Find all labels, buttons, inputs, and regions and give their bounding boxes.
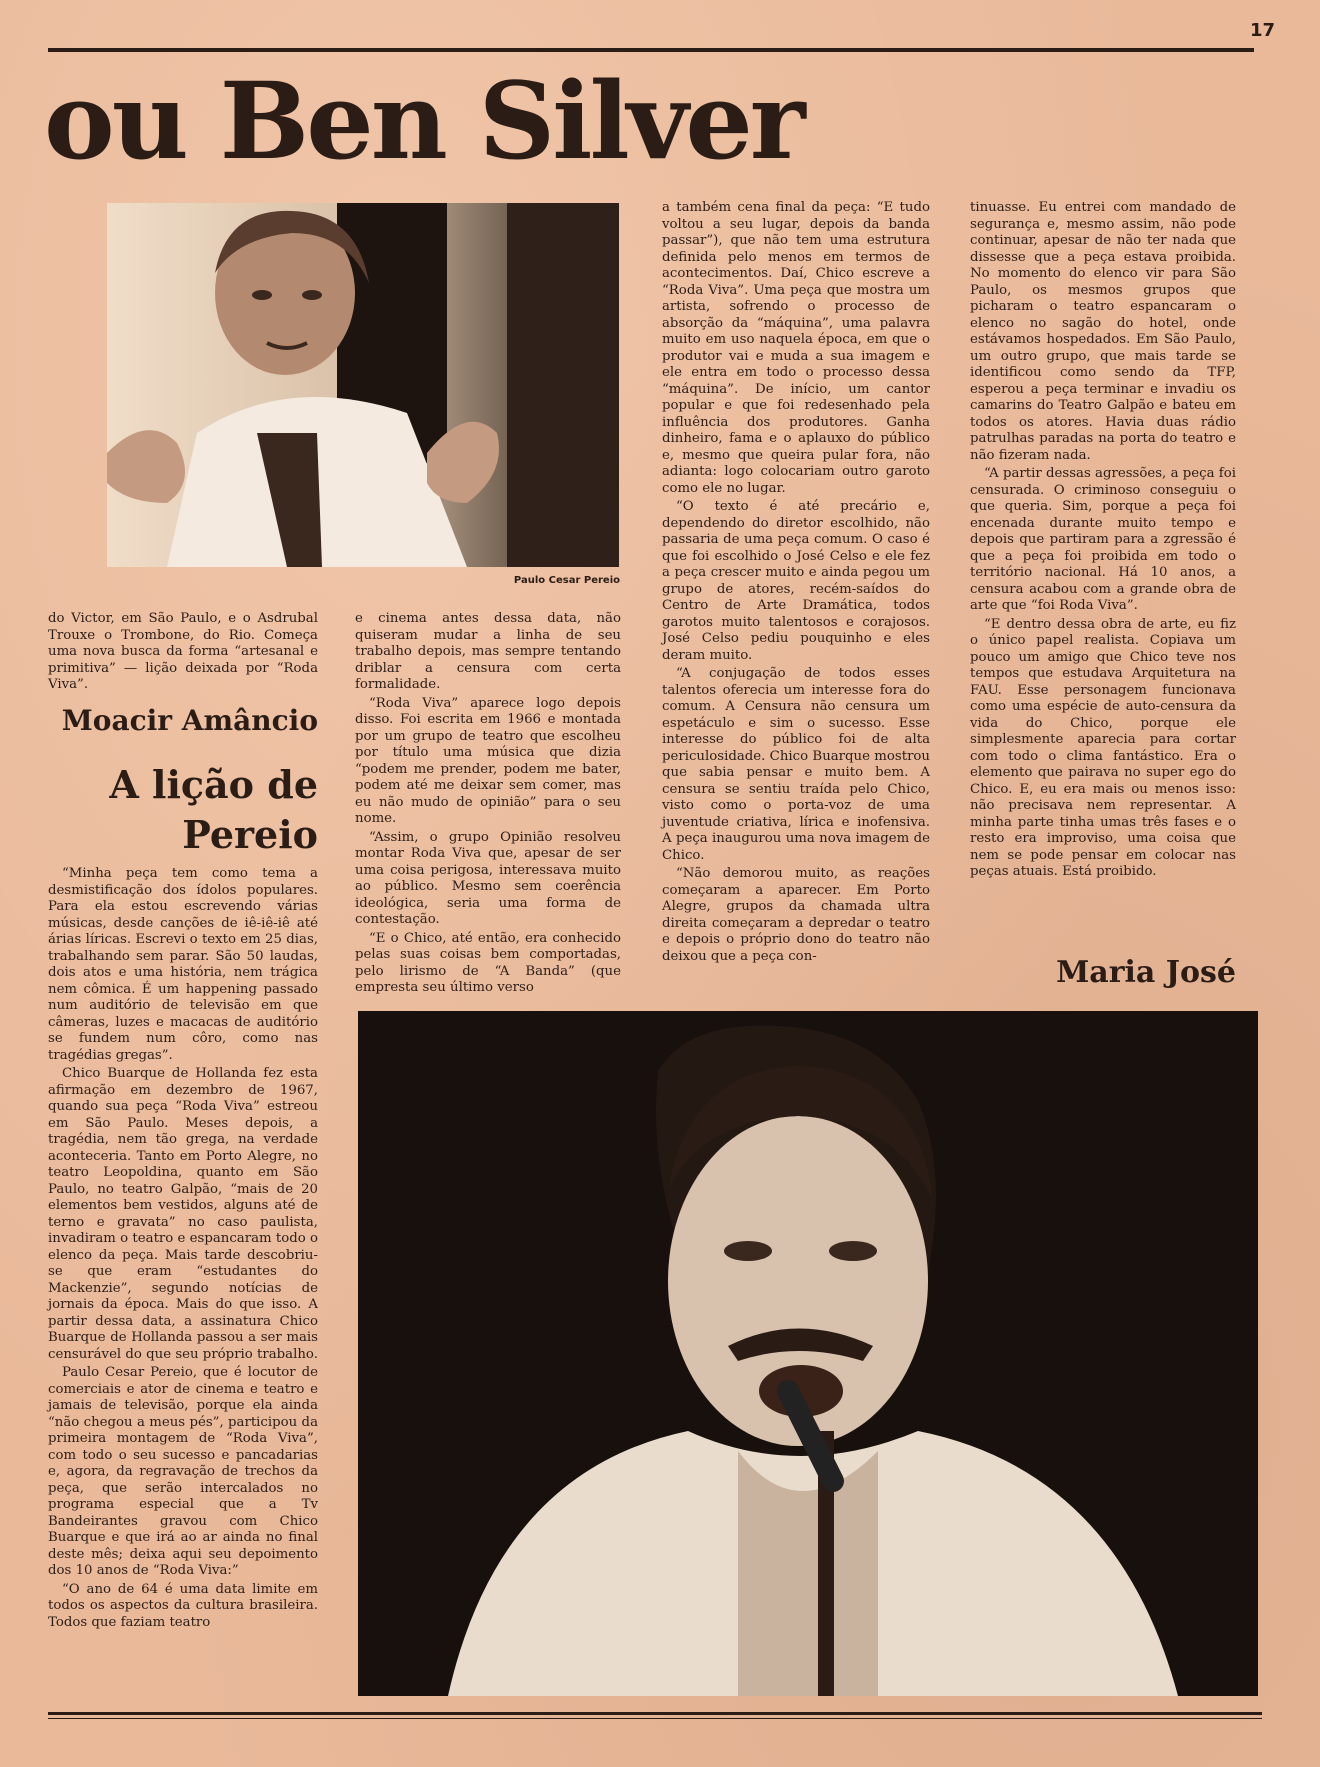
paragraph: tinuasse. Eu entrei com mandado de segurança e, mesmo assim, não pode continuar, apesar de não ter nada que dissesse que a peça estava proibida. No momento do elenco vir para São Paulo, os mesmos grupos que picharam o teatro espancaram o elenco no sagão do hotel, onde estávamos hospedados. Em São Paulo, um outro grupo, que mais tarde se identificou como sendo da TFP, esperou a peça terminar e invadiu os camarins do Teatro Galpão e bateu em todos os atores. Havia duas rádio patrulhas paradas na porta do teatro e não fizeram nada. <box>970 200 1236 463</box>
paragraph: “O texto é até precário e, dependendo do diretor escolhido, não passaria de uma peça comum. O caso é que foi escolhido o José Celso e ele fez a peça crescer muito e ainda pegou um grupo de atores, recém-saídos do Centro de Arte Dramática, todos garotos muito talentosos e corajosos. José Celso pediu pouquinho e eles deram muito. <box>662 499 930 663</box>
column-1-body <box>48 866 318 1631</box>
paragraph: “Roda Viva” aparece logo depois disso. Foi escrita em 1966 e montada por um grupo de teatro que escolheu por título uma música que dizia “podem me prender, podem me bater, podem até me deixar sem comer, mas eu não mudo de opinião” para o seu nome. <box>355 695 621 826</box>
paragraph: “A partir dessas agressões, a peça foi censurada. O criminoso conseguiu o que queria. Sim, porque a peça foi encenada durante muito tempo e depois que partiram para a zgressão é que a peça foi proibida em todo o território nacional. Há 10 anos, a censura acabou com a grande obra de arte que “foi Roda Viva”. <box>970 466 1236 613</box>
subhead <box>48 760 318 864</box>
subhead-line-1: A lição de <box>109 762 318 807</box>
paragraph: Paulo Cesar Pereio, que é locutor de comerciais e ator de cinema e teatro e jamais de televisão, porque ela ainda “não chegou a meus pés”, participou da primeira montagem de “Roda Viva”, com todo o seu sucesso e pancadarias e, agora, da regravação de trechos da peça, que serão intercalados no programa especial que a Tv Bandeirantes gravou com Chico Buarque e que irá ao ar ainda no final deste mês; deixa aqui seu depoimento dos 10 anos de “Roda Viva:” <box>48 1365 318 1578</box>
paragraph: “Minha peça tem como tema a desmistificação dos ídolos populares. Para ela estou escrevendo várias músicas, desde canções de iê-iê-iê até árias líricas. Escrevi o texto em 25 dias, trabalhando sem parar. São 50 laudas, dois atos e uma história, nem trágica nem cômica. É um happening passado num auditório de televisão em que câmeras, luzes e macacas de auditório se fundem num côro, como nas tragédias gregas”. <box>48 866 318 1063</box>
paragraph: “E dentro dessa obra de arte, eu fiz o único papel realista. Copiava um pouco um amigo que Chico teve nos tempos que estudava Arquitetura na FAU. Esse personagem funcionava como uma espécie de auto-censura da vida do Chico, porque ele simplesmente aparecia para cortar com todo o clima fantástico. Era o elemento que pairava no super ego do Chico. E, eu era mais ou menos isso: não precisava nem representar. A minha parte tinha umas três fases e o resto era improviso, uma coisa que nem se pode pensar em colocar nas peças atuais. Está proibido. <box>970 616 1236 879</box>
paragraph: “Assim, o grupo Opinião resolveu montar Roda Viva que, apesar de ser uma coisa perigosa, interessava muito ao público. Mesmo sem coerência ideológica, seria uma forma de contestação. <box>355 829 621 927</box>
headline: ou Ben Silver <box>44 58 803 183</box>
top-rule <box>48 48 1254 52</box>
paragraph: Chico Buarque de Hollanda fez esta afirmação em dezembro de 1967, quando sua peça “Roda Viva” estreou em São Paulo. Meses depois, a tragédia, nem tão grega, na verdade aconteceria. Tanto em Porto Alegre, no teatro Leopoldina, quanto em São Paulo, no teatro Galpão, “mais de 20 elementos bem vestidos, alguns até de terno e gravata” no caso paulista, invadiram o teatro e espancaram todo o elenco da peça. Mais tarde descobriu-se que eram “estudantes do Mackenzie”, segundo notícias de jornais da época. Mais do que isso. A partir dessa data, a assinatura Chico Buarque de Hollanda passou a ser mais censurável do que seu próprio trabalho. <box>48 1066 318 1362</box>
bottom-rule <box>48 1712 1262 1715</box>
photo-caption: Paulo Cesar Pereio <box>513 575 620 586</box>
byline-moacir: Moacir Amâncio <box>61 704 318 737</box>
paragraph: e cinema antes dessa data, não quiseram mudar a linha de seu trabalho depois, mas sempre tentando driblar a censura com certa formalidade. <box>355 611 621 692</box>
paragraph: “E o Chico, até então, era conhecido pelas suas coisas bem comportadas, pelo lirismo de “A Banda” (que empresta seu último verso <box>355 930 621 995</box>
column-2 <box>355 611 621 997</box>
column-1-intro <box>48 611 318 694</box>
portrait-photo-pereio <box>107 203 619 567</box>
paragraph: a também cena final da peça: “E tudo voltou a seu lugar, depois da banda passar”), que não tem uma estrutura definida pelo menos em termos de acontecimentos. Daí, Chico escreve a “Roda Viva”. Uma peça que mostra um artista, sofrendo o processo de absorção da “máquina”, uma palavra muito em uso naquela época, em que o produtor vai e muda a sua imagem e ele entra em todo o processo dessa “máquina”. De início, um cantor popular e que foi redesenhado pela influência dos produtores. Ganha dinheiro, fama e o aplauxo do público e, mesmo que queira pular fora, não adianta: logo colocariam outro garoto como ele no lugar. <box>662 200 930 496</box>
paragraph: “O ano de 64 é uma data limite em todos os aspectos da cultura brasileira. Todos que faziam teatro <box>48 1581 318 1630</box>
subhead-line-2: Pereio <box>182 812 318 857</box>
page-number: 17 <box>1249 20 1275 41</box>
performance-photo-chico <box>358 1011 1258 1696</box>
paragraph: “Não demorou muito, as reações começaram a aparecer. Em Porto Alegre, grupos da chamada ultra direita começaram a depredar o teatro e depois o próprio dono do teatro não deixou que a peça con- <box>662 866 930 964</box>
byline-maria-jose: Maria José <box>1056 955 1236 990</box>
intro-paragraph: do Victor, em São Paulo, e o Asdrubal Trouxe o Trombone, do Rio. Começa uma nova busca da forma “artesanal e primitiva” — lição deixada por “Roda Viva”. <box>48 611 318 692</box>
column-4 <box>970 200 1236 881</box>
column-3 <box>662 200 930 965</box>
bottom-rule-thin <box>48 1718 1262 1719</box>
paragraph: “A conjugação de todos esses talentos oferecia um interesse fora do comum. A Censura não censura um espetáculo e sim o sucesso. Esse interesse do público foi de alta periculosidade. Chico Buarque mostrou que sabia pensar e muito bem. A censura se sentiu traída pelo Chico, visto como o porta-voz de uma juventude criativa, lírica e inofensiva. A peça inaugurou uma nova imagem de Chico. <box>662 666 930 863</box>
